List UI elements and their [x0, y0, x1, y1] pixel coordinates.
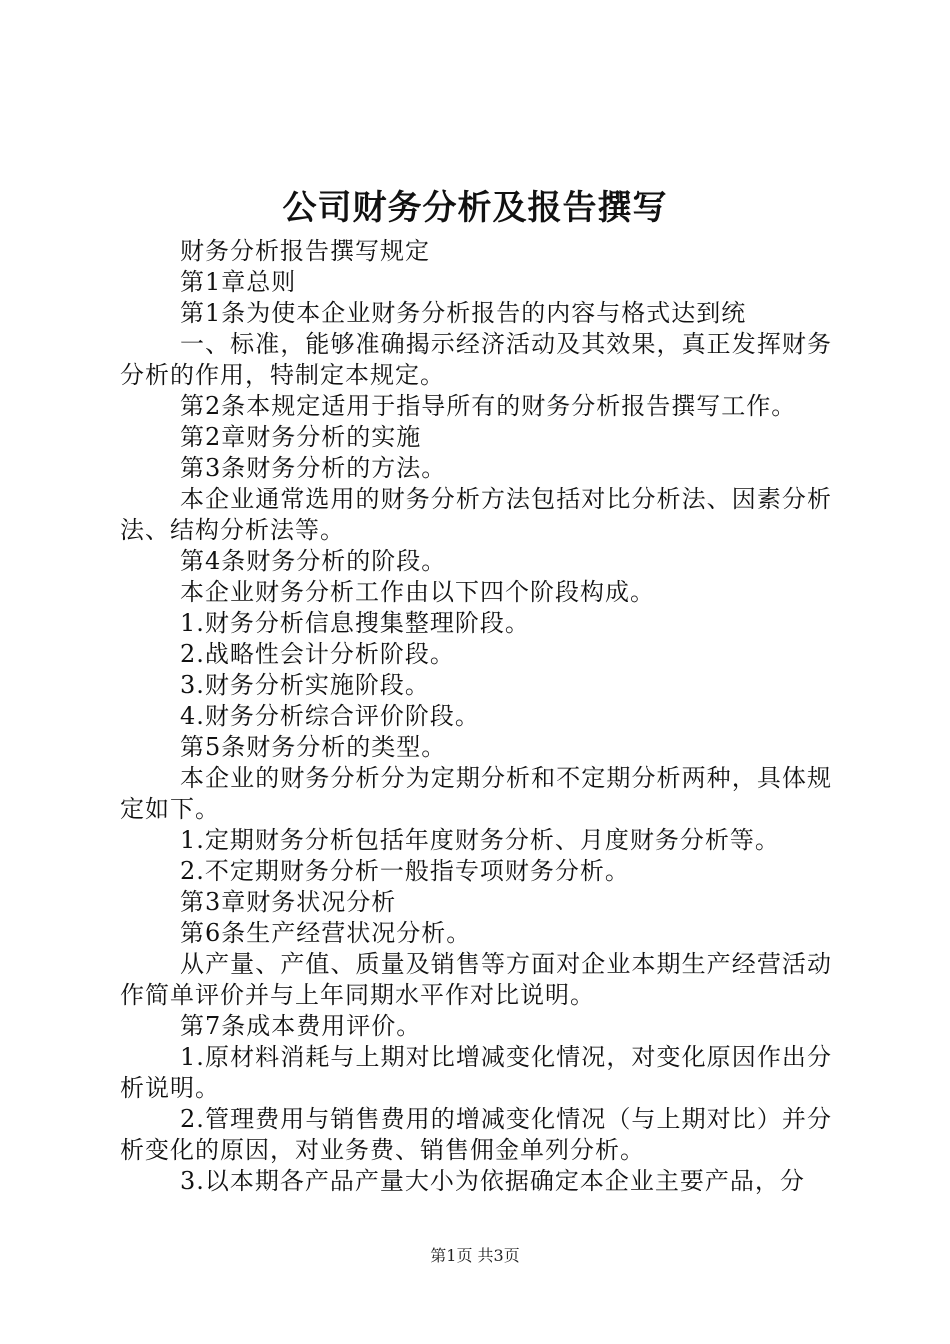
list-item: 2.不定期财务分析一般指专项财务分析。	[180, 857, 630, 885]
paragraph: 第6条生产经营状况分析。	[180, 919, 472, 947]
paragraph: 第3条财务分析的方法。	[180, 454, 447, 482]
paragraph: 财务分析报告撰写规定	[180, 237, 430, 265]
list-item: 1.定期财务分析包括年度财务分析、月度财务分析等。	[180, 826, 780, 854]
list-item: 1.财务分析信息搜集整理阶段。	[180, 609, 530, 637]
chapter-heading: 第1章总则	[180, 268, 297, 296]
paragraph: 本企业财务分析工作由以下四个阶段构成。	[180, 578, 655, 606]
paragraph: 一、标准，能够准确揭示经济活动及其效果，真正发挥财务分析的作用，特制定本规定。	[120, 330, 832, 389]
document-title: 公司财务分析及报告撰写	[282, 188, 668, 228]
paragraph: 第1条为使本企业财务分析报告的内容与格式达到统	[180, 299, 747, 327]
page-number: 第1页 共3页	[430, 1246, 520, 1265]
paragraph: 本企业的财务分析分为定期分析和不定期分析两种，具体规定如下。	[120, 764, 832, 823]
paragraph: 从产量、产值、质量及销售等方面对企业本期生产经营活动作简单评价并与上年同期水平作对比说明。	[120, 950, 832, 1009]
paragraph: 第4条财务分析的阶段。	[180, 547, 447, 575]
list-item: 1.原材料消耗与上期对比增减变化情况，对变化原因作出分析说明。	[120, 1043, 832, 1102]
list-item: 2.管理费用与销售费用的增减变化情况（与上期对比）并分析变化的原因，对业务费、销售佣金单列分析。	[120, 1105, 832, 1164]
paragraph: 第7条成本费用评价。	[180, 1012, 422, 1040]
chapter-heading: 第2章财务分析的实施	[180, 423, 422, 451]
paragraph: 本企业通常选用的财务分析方法包括对比分析法、因素分析法、结构分析法等。	[120, 485, 832, 544]
document-body	[120, 236, 832, 1197]
list-item: 3.以本期各产品产量大小为依据确定本企业主要产品，分	[180, 1167, 805, 1195]
list-item: 3.财务分析实施阶段。	[180, 671, 430, 699]
list-item: 4.财务分析综合评价阶段。	[180, 702, 480, 730]
chapter-heading: 第3章财务状况分析	[180, 888, 397, 916]
paragraph: 第2条本规定适用于指导所有的财务分析报告撰写工作。	[180, 392, 797, 420]
paragraph: 第5条财务分析的类型。	[180, 733, 447, 761]
list-item: 2.战略性会计分析阶段。	[180, 640, 455, 668]
